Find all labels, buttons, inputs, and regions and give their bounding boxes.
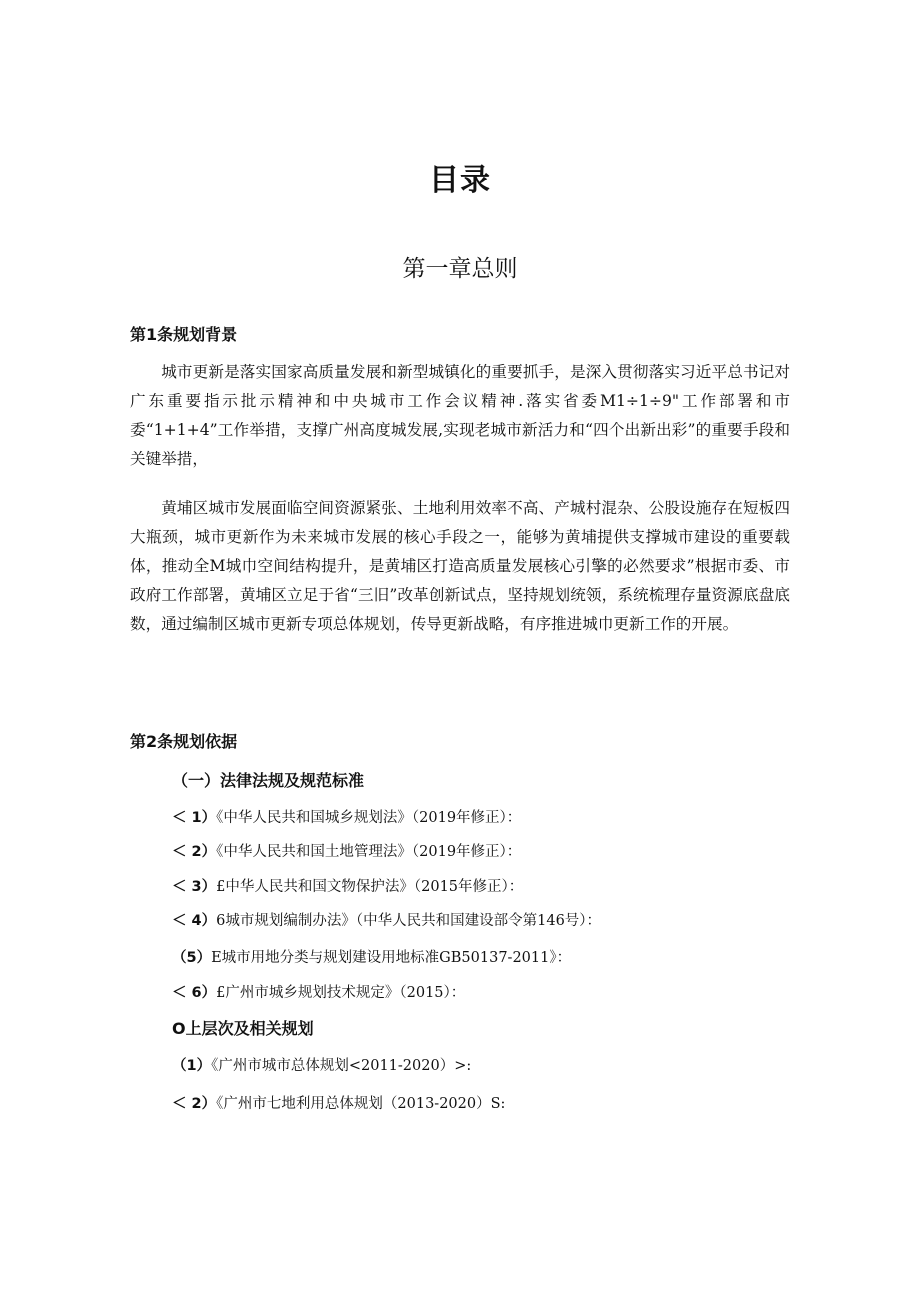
regulation-item [172,981,465,1002]
chapter-title: 第一章总则 [402,256,518,282]
regulation-item [172,946,571,967]
item-number: （5） [172,950,212,966]
item-text: 6城市规划编制办法》（中华人民共和国建设部令第146号）： [216,913,602,929]
item-text: 《中华人民共和国土地管理法》（2019年修正）： [216,844,522,860]
section-2-heading: O上层次及相关规划 [172,1019,314,1038]
item-number: ＜ 3） [172,879,217,895]
article-1-heading: 第1条规划背景 [130,325,238,344]
item-text: 《广州市城市总体规划<2011-2020）>: [211,1058,472,1074]
plan-item [172,1054,471,1075]
plan-item [172,1092,505,1113]
item-number: ＜ 1） [172,810,217,826]
regulation-item [172,840,521,861]
article-2-heading: 第2条规划依据 [130,732,238,751]
item-text: 《广州市七地利用总体规划（2013-2020）S: [216,1096,506,1112]
item-number: ＜ 4） [172,913,217,929]
item-number: ＜ 2） [172,1096,217,1112]
regulation-item [172,909,601,930]
item-text: £广州市城乡规划技术规定》（2015）： [216,985,466,1001]
article-1-paragraph-1: 城市更新是落实国家高质量发展和新型城镇化的重要抓手，是深入贯彻落实习近平总书记对广东重要指示批示精神和中央城市工作会议精神.落实省委M1÷1÷9"工作部署和市委“1+1+4”工作举措，支撑广州高度城发展,实现老城市新活力和“四个出新出彩”的重要手段和关键举措， [130,363,790,468]
item-number: ＜ 6） [172,985,217,1001]
item-number: （1） [172,1058,212,1074]
item-text: E城市用地分类与规划建设用地标准GB50137-2011》： [211,950,572,966]
regulation-item [172,806,521,827]
article-1-paragraph-2: 黄埔区城市发展面临空间资源紧张、土地利用效率不高、产城村混杂、公股设施存在短板四大瓶颈，城市更新作为未来城市发展的核心手段之一，能够为黄埔提供支撑城市建设的重要载体，推动全M城巾空间结构提升，是黄埔区打造高质量发展核心引擎的必然要求”根据市委、市政府工作部署，黄埔区立足于省“三旧”改革创新试点，坚持规划统领，系统梳理存量资源底盘底数，通过编制区城市更新专项总体规划，传导更新战略，有序推进城巾更新工作的开展。 [130,499,790,633]
section-1-heading: （一）法律法规及规范标准 [172,771,365,790]
item-text: 《中华人民共和国城乡规划法》（2019年修正）： [216,810,522,826]
item-text: £中华人民共和国文物保护法》（2015年修正）： [216,879,524,895]
regulation-item [172,875,523,896]
toc-title: 目录 [429,163,491,198]
item-number: ＜ 2） [172,844,217,860]
